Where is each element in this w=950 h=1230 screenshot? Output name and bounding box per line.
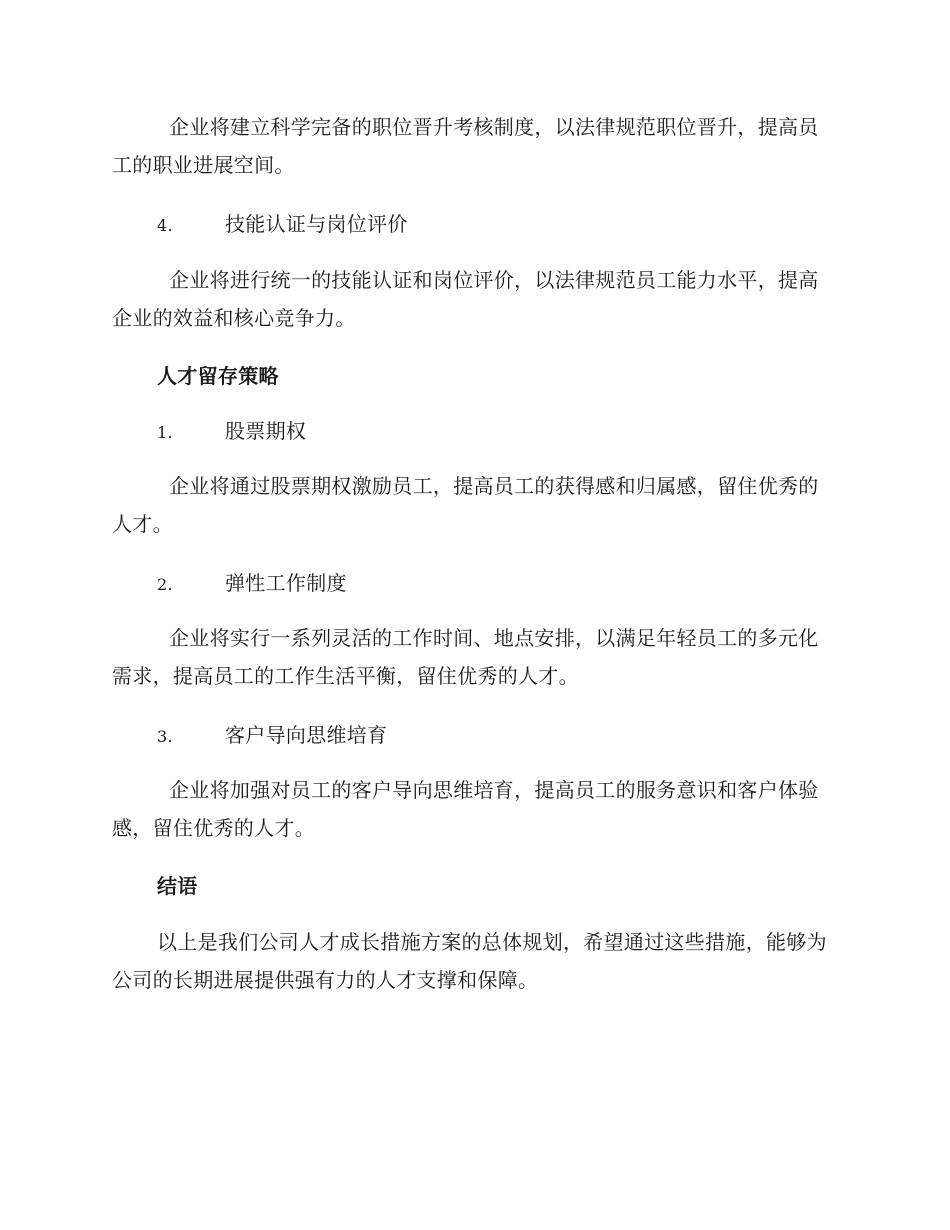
section-heading-conclusion: 结语 bbox=[157, 874, 198, 898]
list-item-label: 弹性工作制度 bbox=[225, 571, 347, 595]
list-item-number: 4. bbox=[157, 216, 173, 235]
list-item-stock-options bbox=[157, 412, 877, 452]
list-item-label: 技能认证与岗位评价 bbox=[225, 212, 408, 236]
list-item-number: 2. bbox=[157, 575, 173, 594]
list-item-label: 客户导向思维培育 bbox=[225, 723, 388, 747]
list-item-skill-certification bbox=[157, 205, 877, 245]
section-heading-talent-retention: 人才留存策略 bbox=[157, 364, 279, 388]
paragraph-skill-certification: 企业将进行统一的技能认证和岗位评价，以法律规范员工能力水平，提高企业的效益和核心竞争力。 bbox=[112, 268, 819, 330]
paragraph-customer-orientation: 企业将加强对员工的客户导向思维培育，提高员工的服务意识和客户体验感，留住优秀的人才。 bbox=[112, 778, 819, 840]
paragraph-flexible-work: 企业将实行一系列灵活的工作时间、地点安排，以满足年轻员工的多元化需求，提高员工的工作生活平衡，留住优秀的人才。 bbox=[112, 626, 819, 688]
list-item-number: 3. bbox=[157, 727, 173, 746]
list-item-customer-orientation bbox=[157, 716, 877, 756]
paragraph-promotion-assessment: 企业将建立科学完备的职位晋升考核制度，以法律规范职位晋升，提高员工的职业进展空间。 bbox=[112, 115, 819, 177]
list-item-flexible-work bbox=[157, 564, 877, 604]
list-item-label: 股票期权 bbox=[225, 419, 307, 443]
paragraph-stock-options: 企业将通过股票期权激励员工，提高员工的获得感和归属感，留住优秀的人才。 bbox=[112, 474, 819, 536]
list-item-number: 1. bbox=[157, 423, 173, 442]
paragraph-conclusion: 以上是我们公司人才成长措施方案的总体规划，希望通过这些措施，能够为公司的长期进展提供强有力的人才支撑和保障。 bbox=[112, 930, 827, 992]
